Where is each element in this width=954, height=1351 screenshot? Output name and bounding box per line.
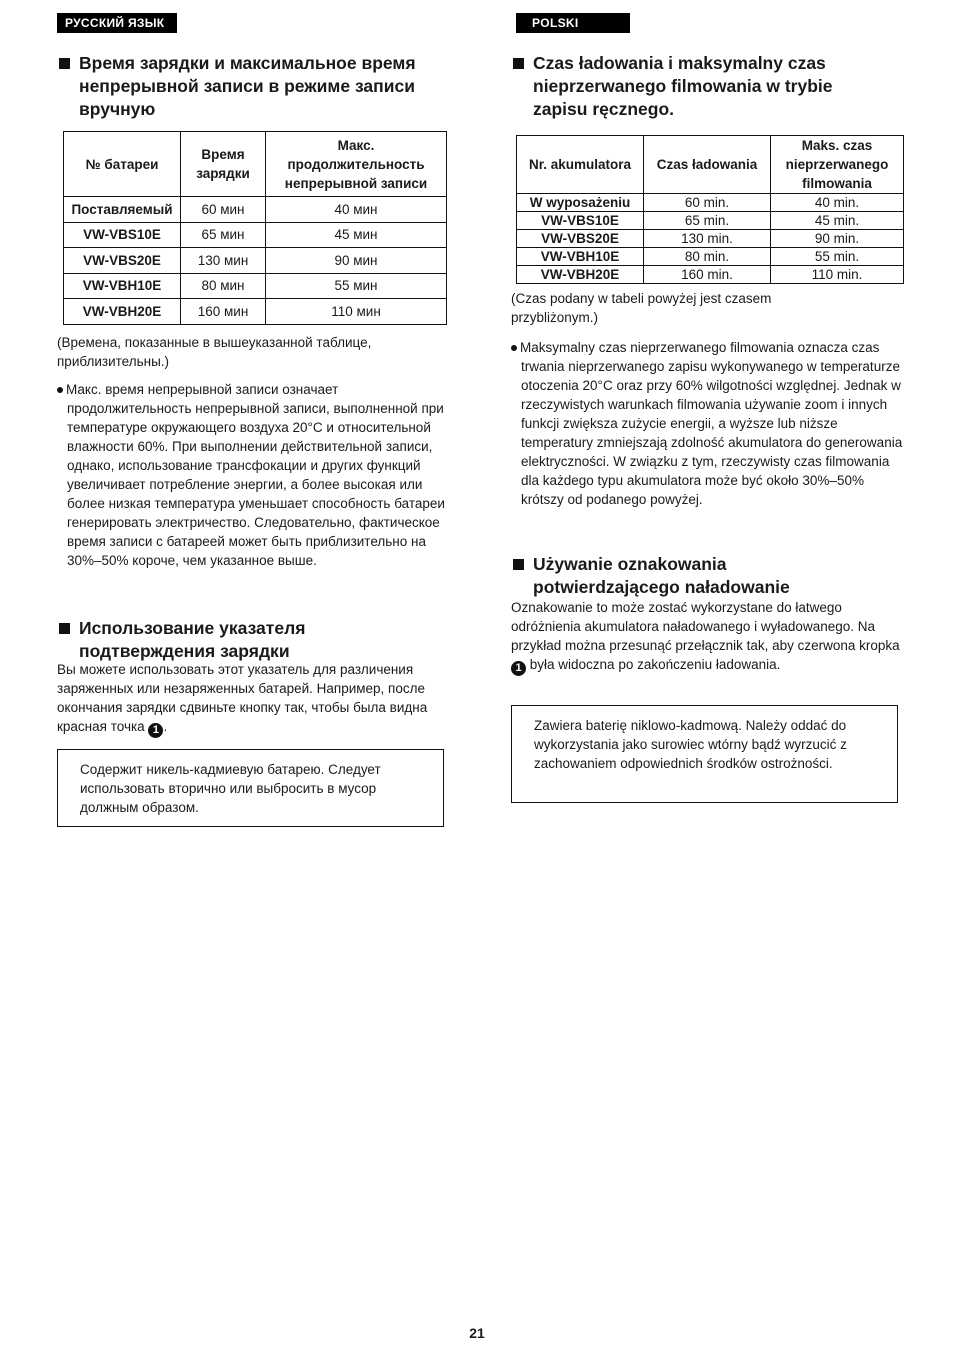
section-heading-indicator-ru bbox=[57, 617, 357, 663]
table-row bbox=[64, 299, 447, 325]
cell-max: 90 min. bbox=[771, 230, 904, 248]
notice-text: Содержит никель-кадмиевую батарею. Следует использовать вторично или выбросить в мусор должным образом. bbox=[80, 762, 381, 815]
table-row bbox=[517, 266, 904, 284]
cell-model: VW-VBH20E bbox=[64, 299, 181, 325]
bullet-dot-icon bbox=[57, 387, 63, 393]
cell-model: VW-VBS10E bbox=[64, 222, 181, 248]
cell-max: 45 мин bbox=[266, 222, 447, 248]
cell-max: 110 мин bbox=[266, 299, 447, 325]
table-row bbox=[64, 222, 447, 248]
table-note-ru: (Времена, показанные в вышеуказанной таблице, приблизительны.) bbox=[57, 335, 372, 369]
bullet-text: Maksymalny czas nieprzerwanego filmowania oznacza czas trwania nieprzerwanego zapisu wykonywanego w temperaturze otoczenia 20°C oraz przy 60% wilgotności względnej. Jednak w rzeczywistych warunkach filmowania używanie zoom i innych funkcji zwiększa zużycie energii, a wyższe lub niższe temperatury zmniejszają zdolność akumulatora do generowania elektryczności. W związku z tym, rzeczywisty czas filmowania dla każdego typu akumulatora może być około 30%–50% krótszy od podanego powyżej. bbox=[520, 340, 903, 507]
bullet-square-icon bbox=[513, 58, 524, 69]
battery-table-ru bbox=[63, 131, 447, 325]
cell-charge: 130 мин bbox=[181, 248, 266, 274]
cell-model: VW-VBH10E bbox=[517, 248, 644, 266]
cell-charge: 160 мин bbox=[181, 299, 266, 325]
section-heading-indicator-pl bbox=[511, 553, 841, 599]
cell-model: VW-VBH20E bbox=[517, 266, 644, 284]
header-battery: № батареи bbox=[64, 132, 181, 197]
marker-1-icon: 1 bbox=[148, 723, 163, 738]
cell-model: VW-VBH10E bbox=[64, 273, 181, 299]
cell-charge: 65 мин bbox=[181, 222, 266, 248]
indicator-paragraph-pl bbox=[511, 598, 903, 676]
table-row bbox=[64, 273, 447, 299]
heading-text: Używanie oznakowania potwierdzającego naładowanie bbox=[533, 554, 790, 597]
heading-text: Использование указателя подтверждения зарядки bbox=[79, 618, 306, 661]
cell-max: 90 мин bbox=[266, 248, 447, 274]
cell-max: 55 мин bbox=[266, 273, 447, 299]
table-header-row bbox=[517, 136, 904, 194]
cell-max: 40 мин bbox=[266, 197, 447, 223]
cell-model: W wyposażeniu bbox=[517, 194, 644, 212]
section-heading-charging-time-ru bbox=[57, 52, 457, 121]
table-row bbox=[64, 197, 447, 223]
cell-model: VW-VBS20E bbox=[64, 248, 181, 274]
cell-charge: 160 min. bbox=[644, 266, 771, 284]
header-max-recording: Maks. czas nieprzerwanego filmowania bbox=[771, 136, 904, 194]
notice-box-ru bbox=[57, 749, 444, 827]
bullet-text: Макс. время непрерывной записи означает продолжительность непрерывной записи, выполненной при температуре окружающего воздуха 20°C и относительной влажности 60%. При выполнении действительной записи, однако, использование трансфокации и других функций увеличивает потребление энергии, а более высокая или более низкая температура уменьшает способность батареи генерировать электричество. Следовательно, фактическое время записи с батареей может быть приблизительно на 30%–50% короче, чем указанное выше. bbox=[66, 382, 445, 568]
cell-max: 40 min. bbox=[771, 194, 904, 212]
cell-max: 110 min. bbox=[771, 266, 904, 284]
table-note-pl: (Czas podany w tabeli powyżej jest czasem przybliżonym.) bbox=[511, 291, 772, 325]
cell-max: 45 min. bbox=[771, 212, 904, 230]
bullet-square-icon bbox=[59, 58, 70, 69]
bullet-paragraph-ru bbox=[57, 380, 449, 570]
paragraph-text: Oznakowanie to może zostać wykorzystane do łatwego odróżnienia akumulatora naładowanego i wyładowanego. Na przykład można przesunąć przełącznik tak, aby czerwona kropka bbox=[511, 600, 900, 653]
page-number: 21 bbox=[469, 1325, 485, 1341]
header-battery: Nr. akumulatora bbox=[517, 136, 644, 194]
bullet-square-icon bbox=[513, 559, 524, 570]
marker-1-icon: 1 bbox=[511, 661, 526, 676]
cell-max: 55 min. bbox=[771, 248, 904, 266]
bullet-dot-icon bbox=[511, 345, 517, 351]
cell-charge: 60 min. bbox=[644, 194, 771, 212]
battery-table-pl bbox=[516, 135, 904, 284]
cell-model: Поставляемый bbox=[64, 197, 181, 223]
cell-charge: 60 мин bbox=[181, 197, 266, 223]
heading-text: Время зарядки и максимальное время непрерывной записи в режиме записи вручную bbox=[79, 53, 416, 119]
section-heading-charging-time-pl bbox=[511, 52, 891, 121]
notice-box-pl bbox=[511, 705, 898, 803]
cell-charge: 80 min. bbox=[644, 248, 771, 266]
cell-model: VW-VBS10E bbox=[517, 212, 644, 230]
table-row bbox=[517, 212, 904, 230]
heading-text: Czas ładowania i maksymalny czas nieprzerwanego filmowania w trybie zapisu ręcznego. bbox=[533, 53, 833, 119]
paragraph-end: . bbox=[163, 719, 168, 734]
table-row bbox=[517, 230, 904, 248]
table-row bbox=[517, 248, 904, 266]
bullet-paragraph-pl bbox=[511, 338, 909, 509]
cell-model: VW-VBS20E bbox=[517, 230, 644, 248]
table-row bbox=[517, 194, 904, 212]
indicator-paragraph-ru bbox=[57, 660, 449, 738]
paragraph-end: była widoczna po zakończeniu ładowania. bbox=[529, 657, 781, 672]
notice-text: Zawiera baterię niklowo-kadmową. Należy oddać do wykorzystania jako surowiec wtórny bądź wyrzucić z zachowaniem odpowiednich środków ostrożności. bbox=[534, 718, 847, 771]
language-label-polish: POLSKI bbox=[516, 13, 630, 33]
table-header-row bbox=[64, 132, 447, 197]
bullet-square-icon bbox=[59, 623, 70, 634]
language-label-russian: РУССКИЙ ЯЗЫК bbox=[57, 13, 177, 33]
header-max-recording: Макс. продолжительность непрерывной записи bbox=[266, 132, 447, 197]
table-row bbox=[64, 248, 447, 274]
header-charging-time: Время зарядки bbox=[181, 132, 266, 197]
cell-charge: 130 min. bbox=[644, 230, 771, 248]
cell-charge: 65 min. bbox=[644, 212, 771, 230]
header-charging-time: Czas ładowania bbox=[644, 136, 771, 194]
cell-charge: 80 мин bbox=[181, 273, 266, 299]
paragraph-text: Вы можете использовать этот указатель для различения заряженных или незаряженных батарей. Например, после окончания зарядки сдвиньте кнопку так, чтобы была видна красная точка bbox=[57, 662, 428, 734]
